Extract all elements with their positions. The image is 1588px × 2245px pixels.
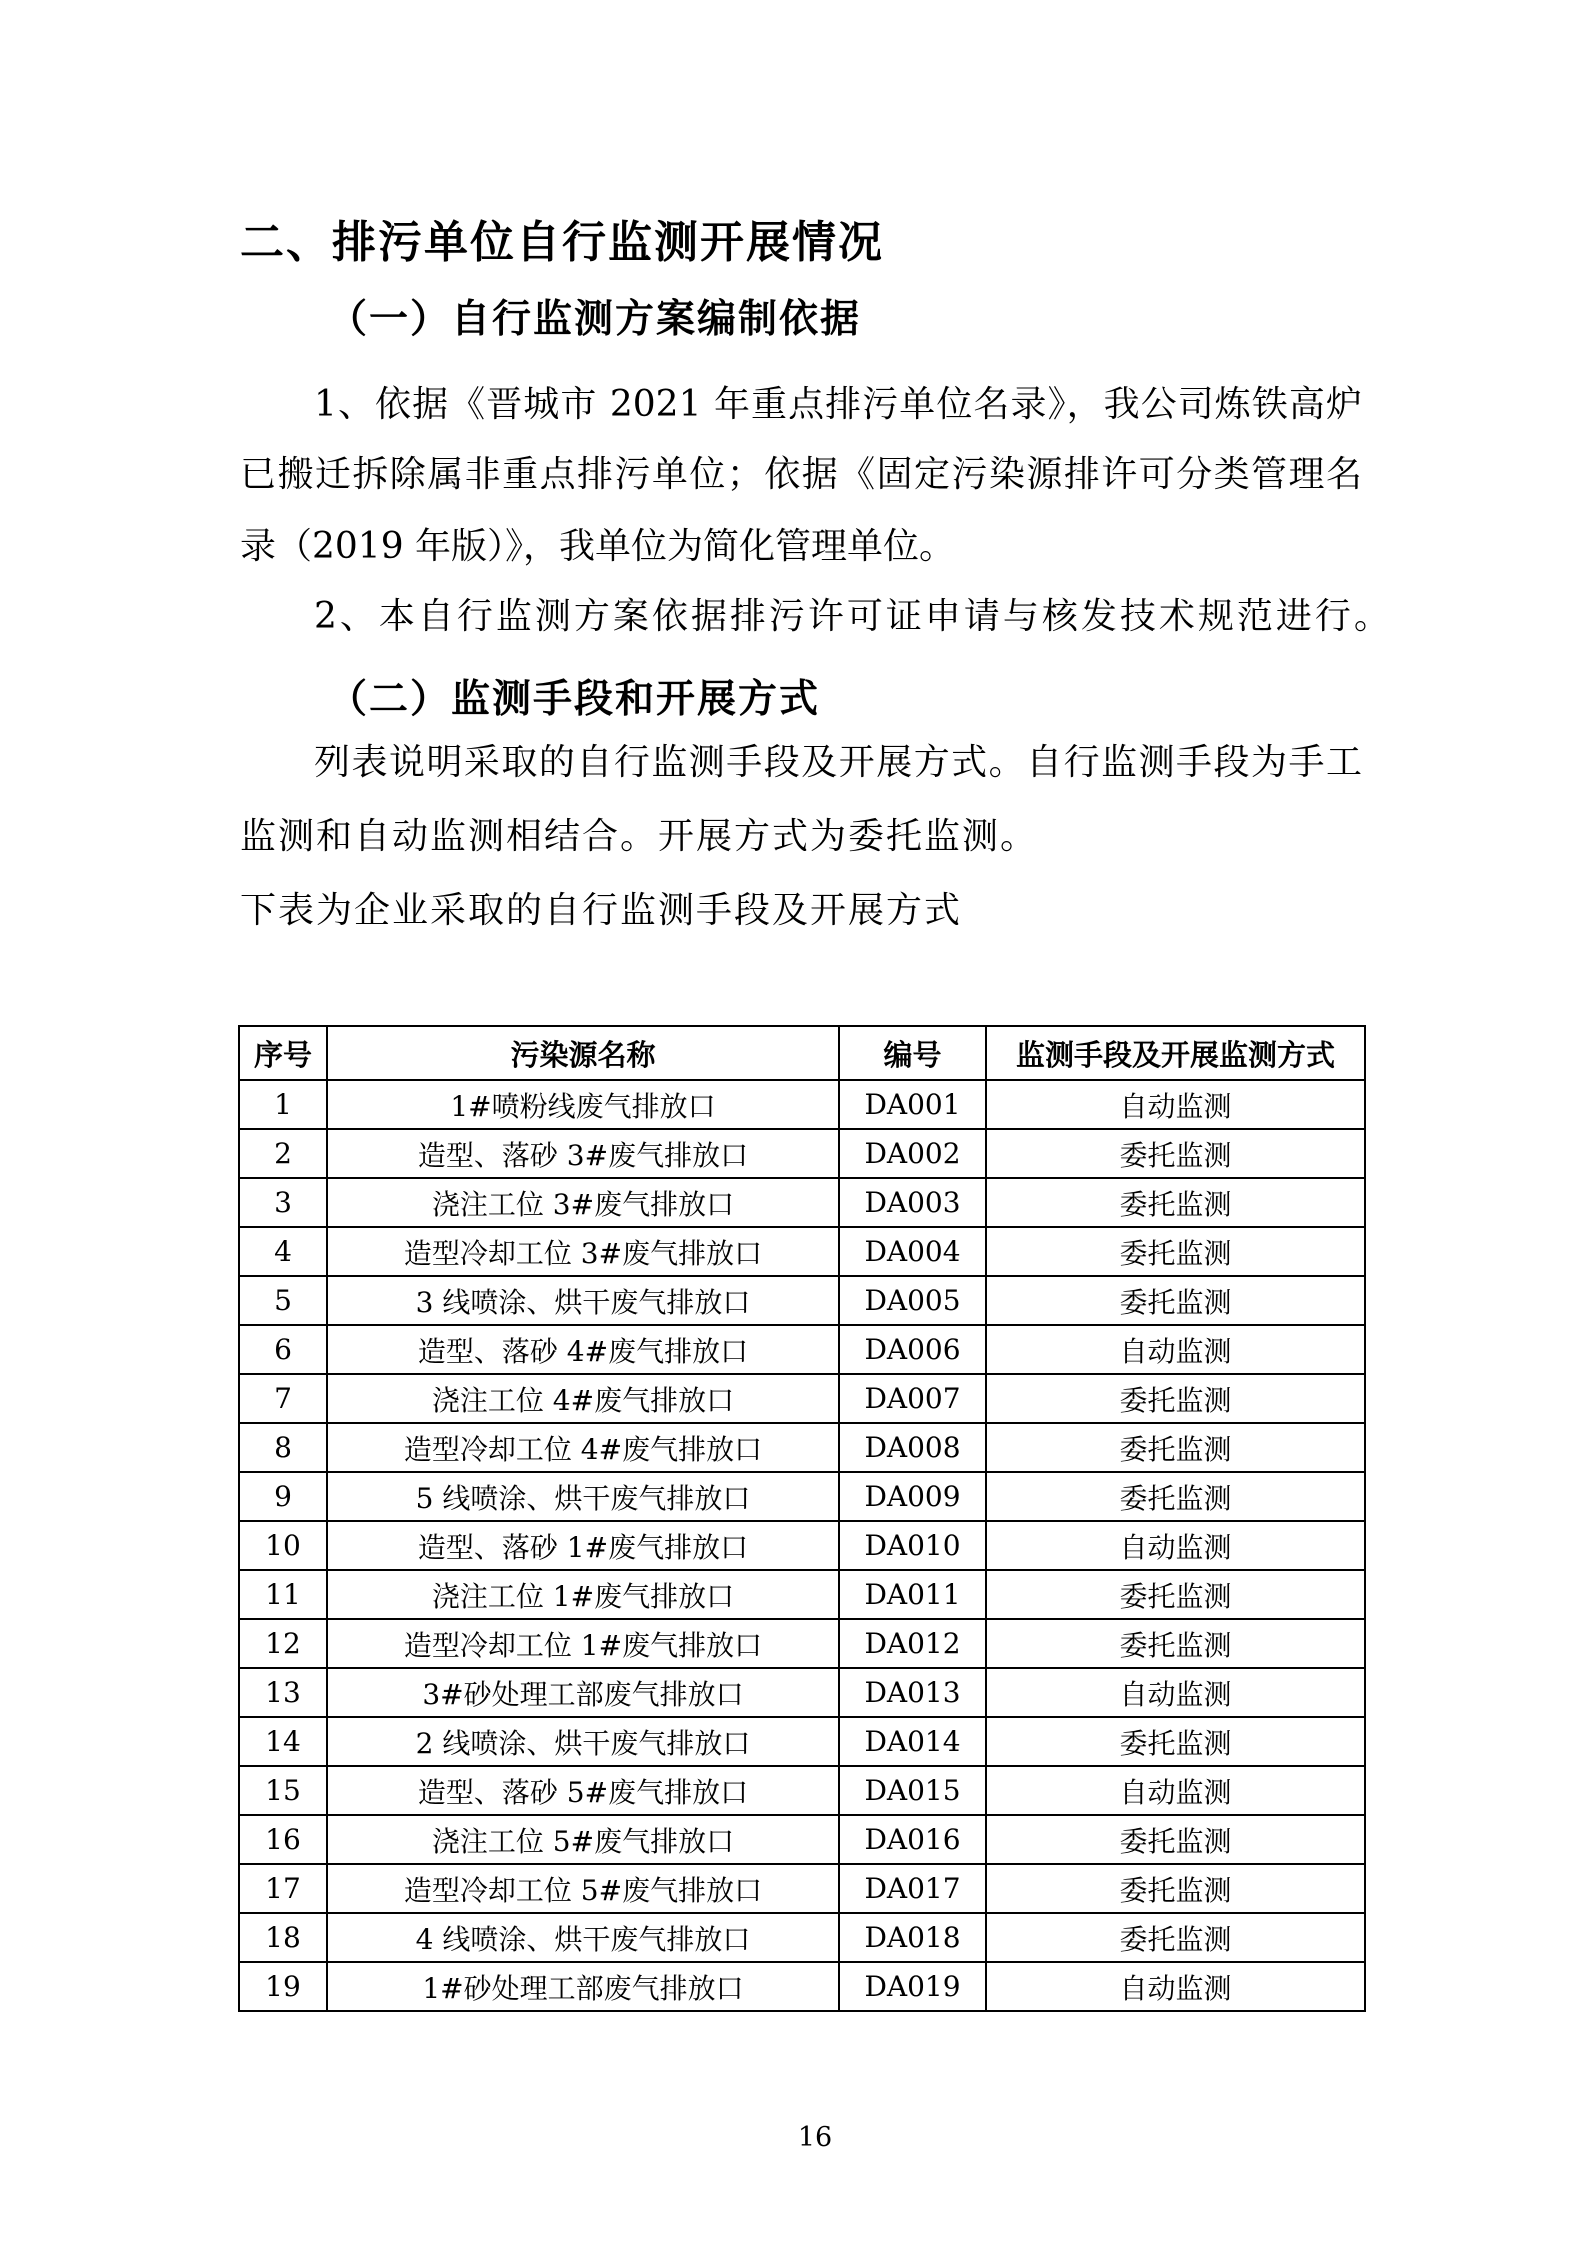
table-cell: 造型、落砂 5#废气排放口 — [327, 1766, 839, 1815]
table-cell: 委托监测 — [986, 1374, 1365, 1423]
table-cell: 浇注工位 5#废气排放口 — [327, 1815, 839, 1864]
section-2-heading: （二）监测手段和开展方式 — [328, 677, 821, 722]
table-cell: 18 — [239, 1913, 327, 1962]
table-cell: 委托监测 — [986, 1913, 1365, 1962]
table-cell: DA015 — [839, 1766, 986, 1815]
table-cell: DA014 — [839, 1717, 986, 1766]
table-cell: 造型冷却工位 5#废气排放口 — [327, 1864, 839, 1913]
table-cell: 3#砂处理工部废气排放口 — [327, 1668, 839, 1717]
table-cell: 10 — [239, 1521, 327, 1570]
table-cell: 4 线喷涂、烘干废气排放口 — [327, 1913, 839, 1962]
table-cell: 17 — [239, 1864, 327, 1913]
table-row — [239, 1521, 1365, 1570]
table-cell: 3 线喷涂、烘干废气排放口 — [327, 1276, 839, 1325]
table-cell: 自动监测 — [986, 1962, 1365, 2011]
table-cell: DA004 — [839, 1227, 986, 1276]
table-cell: 2 — [239, 1129, 327, 1178]
table-cell: 4 — [239, 1227, 327, 1276]
table-cell: 自动监测 — [986, 1080, 1365, 1129]
table-cell: 浇注工位 4#废气排放口 — [327, 1374, 839, 1423]
table-cell: 委托监测 — [986, 1227, 1365, 1276]
table-cell: 8 — [239, 1423, 327, 1472]
table-cell: 委托监测 — [986, 1276, 1365, 1325]
table-cell: DA005 — [839, 1276, 986, 1325]
table-cell: 委托监测 — [986, 1815, 1365, 1864]
paragraph-line: 1、依据《晋城市 2021 年重点排污单位名录》，我公司炼铁高炉 — [314, 384, 1362, 425]
table-cell: 2 线喷涂、烘干废气排放口 — [327, 1717, 839, 1766]
table-row — [239, 1913, 1365, 1962]
table-cell: 造型、落砂 4#废气排放口 — [327, 1325, 839, 1374]
table-cell: 委托监测 — [986, 1178, 1365, 1227]
table-cell: 13 — [239, 1668, 327, 1717]
table-cell: 委托监测 — [986, 1864, 1365, 1913]
table-row — [239, 1178, 1365, 1227]
table-intro-line: 下表为企业采取的自行监测手段及开展方式 — [240, 890, 963, 931]
table-row — [239, 1717, 1365, 1766]
table-cell: 3 — [239, 1178, 327, 1227]
table-cell: 7 — [239, 1374, 327, 1423]
table-row — [239, 1766, 1365, 1815]
table-body — [239, 1080, 1365, 2011]
table-cell: 造型、落砂 1#废气排放口 — [327, 1521, 839, 1570]
table-cell: 14 — [239, 1717, 327, 1766]
table-cell: 委托监测 — [986, 1472, 1365, 1521]
table-row — [239, 1374, 1365, 1423]
table-cell: DA018 — [839, 1913, 986, 1962]
table-cell: 委托监测 — [986, 1423, 1365, 1472]
table-row — [239, 1227, 1365, 1276]
table-cell: 委托监测 — [986, 1619, 1365, 1668]
table-cell: 造型冷却工位 3#废气排放口 — [327, 1227, 839, 1276]
table-cell: DA002 — [839, 1129, 986, 1178]
table-cell: 1 — [239, 1080, 327, 1129]
table-row — [239, 1423, 1365, 1472]
table-cell: DA017 — [839, 1864, 986, 1913]
paragraph-line: 列表说明采取的自行监测手段及开展方式。自行监测手段为手工 — [314, 742, 1362, 783]
table-cell: 浇注工位 1#废气排放口 — [327, 1570, 839, 1619]
table-header-cell: 编号 — [839, 1026, 986, 1080]
table-row — [239, 1668, 1365, 1717]
table-cell: 委托监测 — [986, 1129, 1365, 1178]
table-header-row — [239, 1026, 1365, 1080]
table-cell: 造型冷却工位 1#废气排放口 — [327, 1619, 839, 1668]
table-row — [239, 1619, 1365, 1668]
paragraph-line: 监测和自动监测相结合。开展方式为委托监测。 — [240, 816, 1039, 857]
table-cell: 5 — [239, 1276, 327, 1325]
table-row — [239, 1129, 1365, 1178]
table-cell: 委托监测 — [986, 1570, 1365, 1619]
table-cell: DA007 — [839, 1374, 986, 1423]
table-cell: 1#喷粉线废气排放口 — [327, 1080, 839, 1129]
table-cell: 自动监测 — [986, 1325, 1365, 1374]
table-header-cell: 污染源名称 — [327, 1026, 839, 1080]
monitoring-methods-table — [238, 1025, 1366, 2012]
table-cell: 造型、落砂 3#废气排放口 — [327, 1129, 839, 1178]
table-cell: DA008 — [839, 1423, 986, 1472]
table-row — [239, 1864, 1365, 1913]
table-cell: 12 — [239, 1619, 327, 1668]
table-cell: 11 — [239, 1570, 327, 1619]
table-cell: DA012 — [839, 1619, 986, 1668]
paragraph-line: 2、本自行监测方案依据排污许可证申请与核发技术规范进行。 — [314, 596, 1393, 637]
table-cell: 1#砂处理工部废气排放口 — [327, 1962, 839, 2011]
table-cell: DA003 — [839, 1178, 986, 1227]
table-row — [239, 1325, 1365, 1374]
table-cell: 委托监测 — [986, 1717, 1365, 1766]
table-row — [239, 1815, 1365, 1864]
table-row — [239, 1276, 1365, 1325]
table-cell: 自动监测 — [986, 1521, 1365, 1570]
table-cell: 15 — [239, 1766, 327, 1815]
paragraph-line: 录（2019 年版）》，我单位为简化管理单位。 — [240, 526, 956, 567]
table-row — [239, 1570, 1365, 1619]
paragraph-line: 已搬迁拆除属非重点排污单位；依据《固定污染源排许可分类管理名 — [240, 454, 1362, 495]
table-cell: 6 — [239, 1325, 327, 1374]
table-header-row — [239, 1026, 1365, 1080]
page-title: 二、排污单位自行监测开展情况 — [240, 217, 884, 268]
table-header-cell: 监测手段及开展监测方式 — [986, 1026, 1365, 1080]
table-cell: DA006 — [839, 1325, 986, 1374]
table-cell: 造型冷却工位 4#废气排放口 — [327, 1423, 839, 1472]
table-cell: DA013 — [839, 1668, 986, 1717]
section-1-heading: （一）自行监测方案编制依据 — [328, 297, 862, 342]
table-cell: 自动监测 — [986, 1668, 1365, 1717]
table-cell: DA001 — [839, 1080, 986, 1129]
table-cell: 19 — [239, 1962, 327, 2011]
table-cell: 5 线喷涂、烘干废气排放口 — [327, 1472, 839, 1521]
table-cell: 浇注工位 3#废气排放口 — [327, 1178, 839, 1227]
table-cell: DA016 — [839, 1815, 986, 1864]
table-cell: DA010 — [839, 1521, 986, 1570]
table-row — [239, 1080, 1365, 1129]
table-cell: 自动监测 — [986, 1766, 1365, 1815]
table-row — [239, 1472, 1365, 1521]
table-cell: DA011 — [839, 1570, 986, 1619]
table-cell: 16 — [239, 1815, 327, 1864]
table-cell: DA019 — [839, 1962, 986, 2011]
table-header-cell: 序号 — [239, 1026, 327, 1080]
page-number: 16 — [797, 2122, 833, 2153]
table-row — [239, 1962, 1365, 2011]
table-cell: 9 — [239, 1472, 327, 1521]
table-cell: DA009 — [839, 1472, 986, 1521]
